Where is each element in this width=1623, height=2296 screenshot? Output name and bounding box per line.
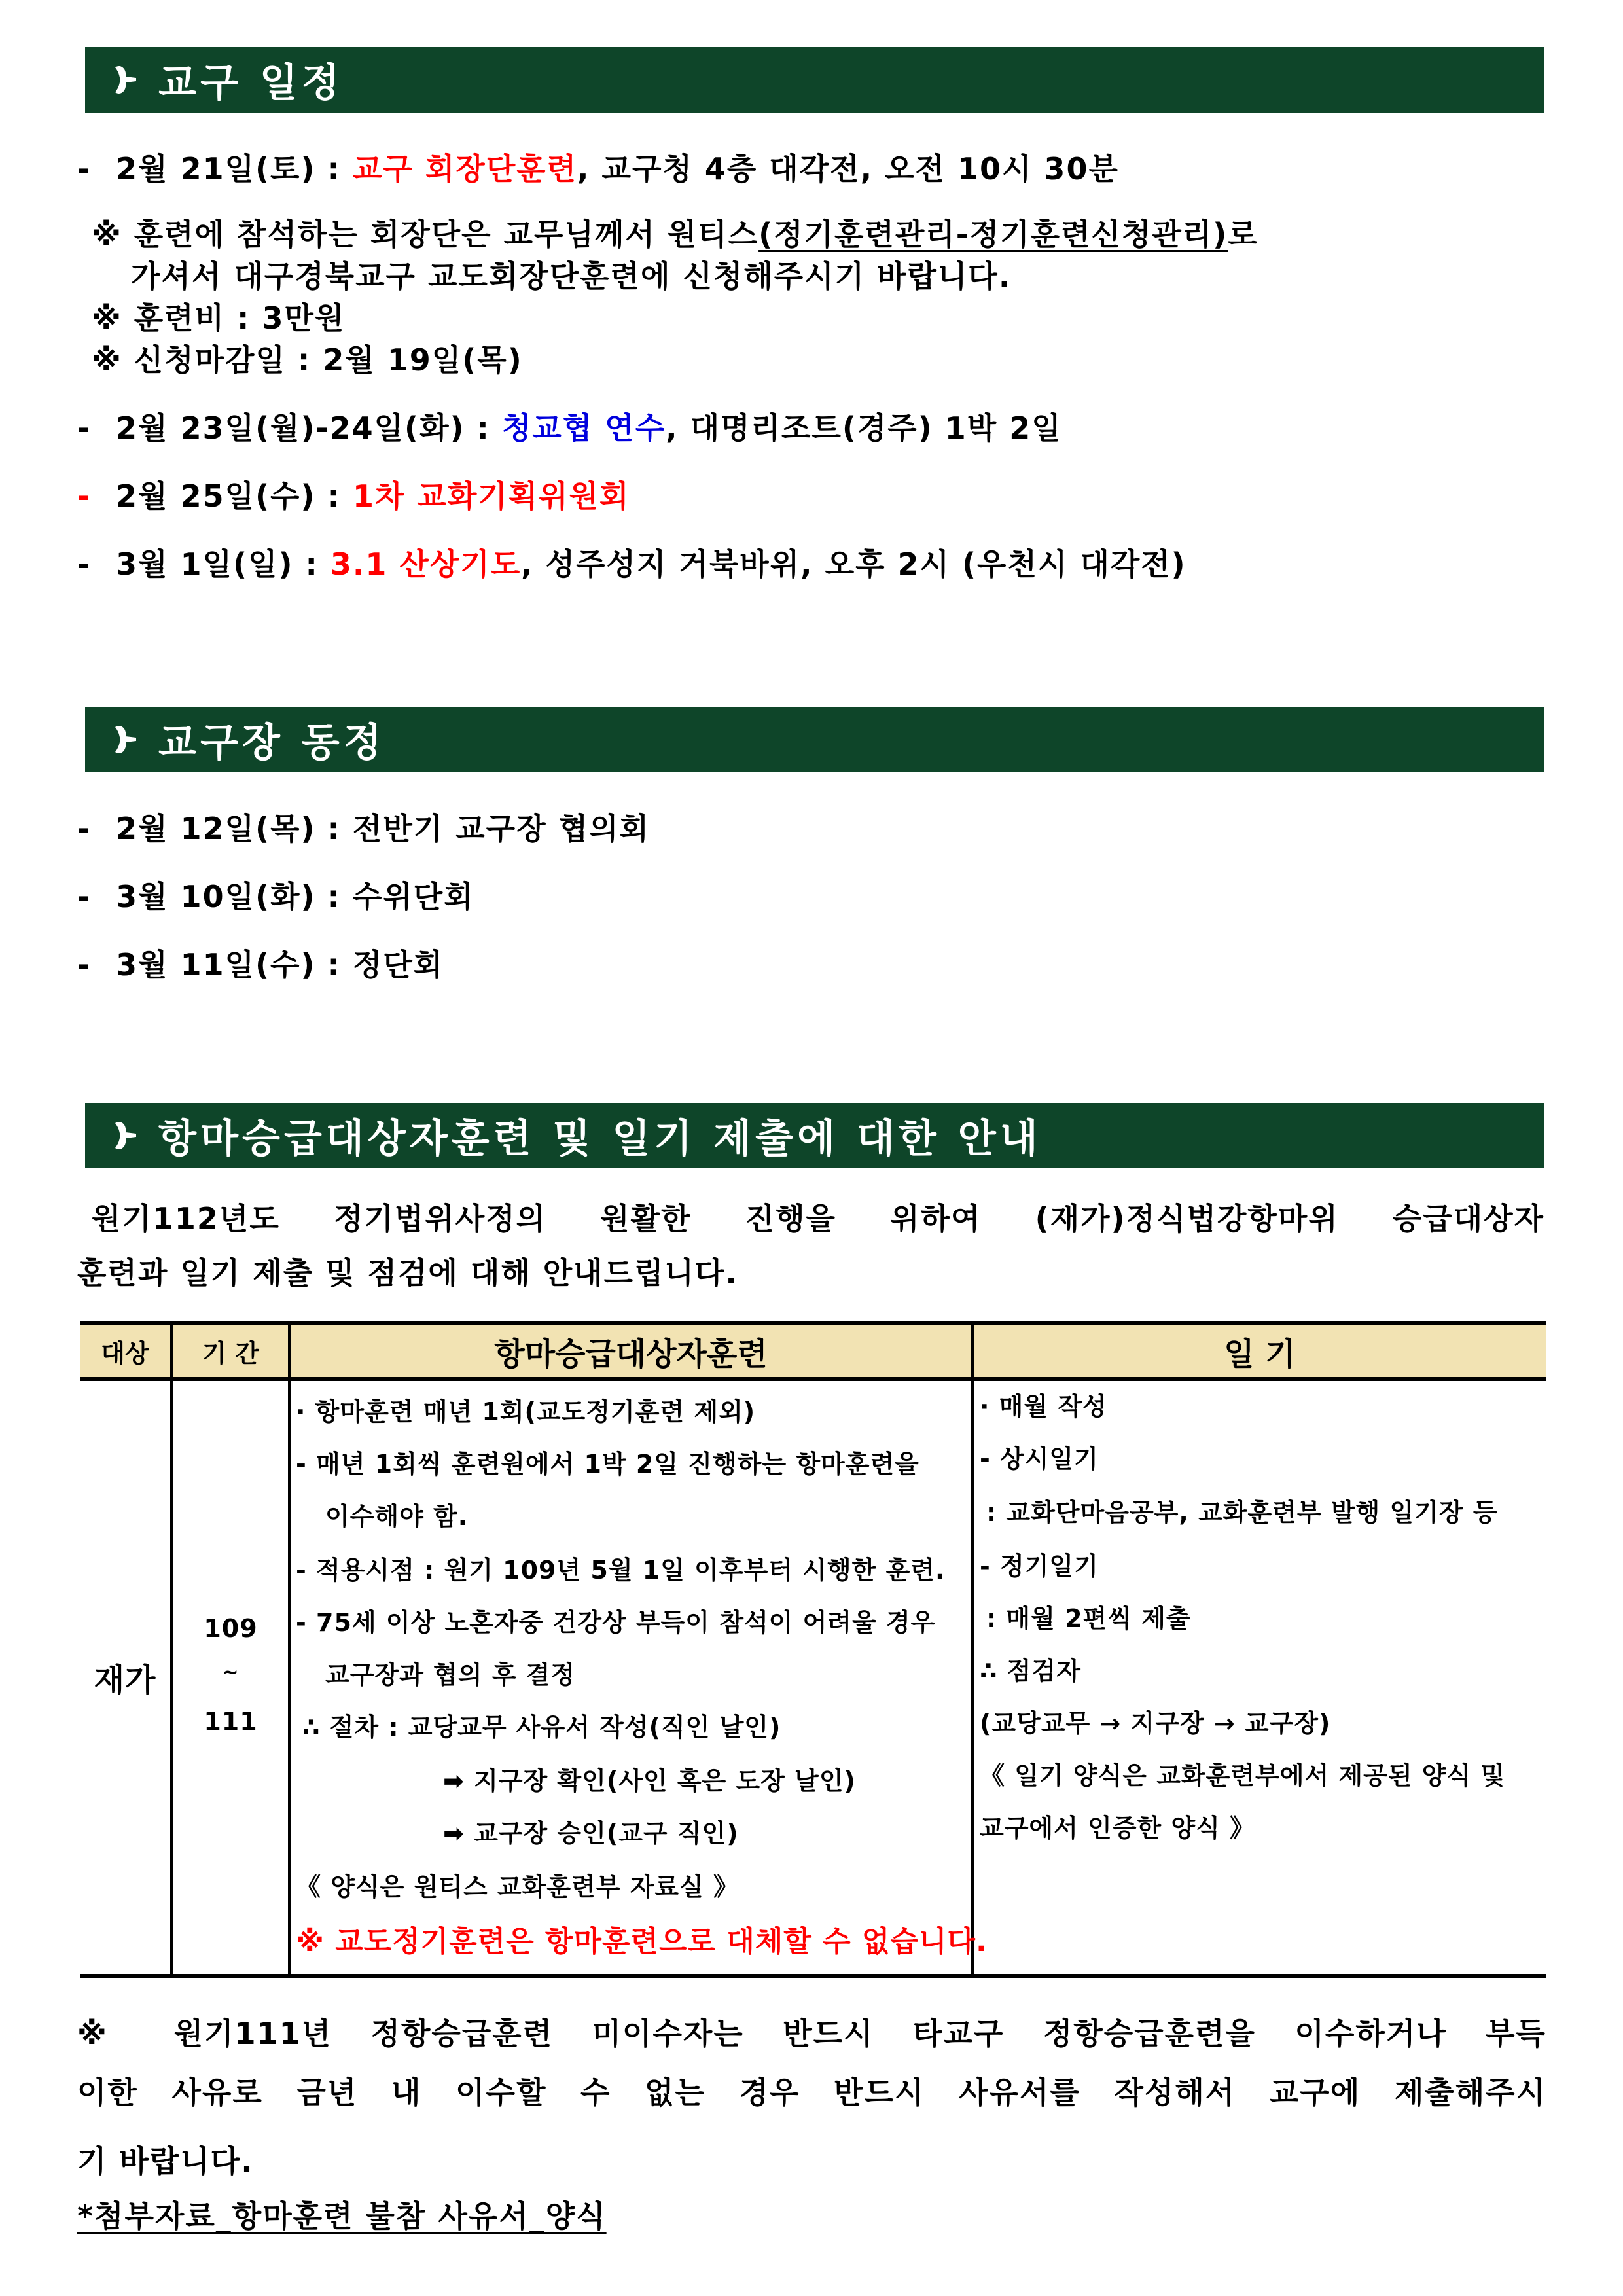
dash: - [77, 811, 92, 846]
diary-form-note: 교구에서 인증한 양식 》 [980, 1814, 1256, 1842]
table-col-divider [971, 1325, 974, 1974]
schedule-highlight: 1차 교화기획위원회 [352, 478, 630, 514]
footer-note-line1: ※ 원기111년 정항승급훈련 미이수자는 반드시 타교구 정항승급훈련을 이수하거나 부득 [77, 2016, 1546, 2051]
table-header-period: 기 간 [173, 1325, 288, 1377]
schedule-date: 2월 25일(수) : [116, 478, 353, 514]
diary-checker: ∴ 점검자 [980, 1657, 1081, 1685]
schedule-note-fee: ※ 훈련비 : 3만원 [92, 300, 346, 336]
schedule-note-deadline: ※ 신청마감일 : 2월 19일(목) [92, 342, 523, 378]
training-line: - 매년 1회씩 훈련원에서 1박 2일 진행하는 항마훈련을 [296, 1450, 919, 1479]
training-line: - 적용시점 : 원기 109년 5월 1일 이후부터 시행한 훈련. [296, 1556, 946, 1585]
diary-line: - 정기일기 [980, 1552, 1099, 1581]
dash: - [77, 879, 92, 914]
section-header-district-schedule [85, 47, 1544, 113]
schedule-highlight: 청교협 연수 [501, 410, 666, 446]
table-header-training: 항마승급대상자훈련 [291, 1325, 971, 1377]
training-line: · 항마훈련 매년 1회(교도정기훈련 제외) [296, 1397, 756, 1426]
note-text: ※ 훈련에 참석하는 회장단은 교무님께서 원티스 [92, 217, 759, 252]
training-line: - 75세 이상 노혼자중 건강상 부득이 참석이 어려울 경우 [296, 1608, 936, 1637]
intro-paragraph-line2: 훈련과 일기 제출 및 점검에 대해 안내드립니다. [77, 1255, 738, 1291]
section-header-bishop-activities [85, 707, 1544, 772]
dash: - [77, 410, 92, 446]
table-top-border [80, 1321, 1546, 1325]
diary-line: - 상시일기 [980, 1444, 1099, 1473]
training-line: 이수해야 함. [325, 1502, 469, 1531]
table-cell-period-start: 109 [204, 1614, 258, 1643]
section-title: 항마승급대상자훈련 및 일기 제출에 대한 안내 [158, 1116, 1042, 1162]
diary-form-note: 《 일기 양식은 교화훈련부에서 제공된 양식 및 [980, 1761, 1506, 1790]
section-header-hangma-training-guide [85, 1103, 1544, 1168]
dash: - [77, 947, 92, 982]
schedule-item [77, 473, 630, 516]
schedule-item [77, 145, 1119, 188]
diary-line: · 매월 작성 [980, 1392, 1107, 1421]
schedule-date: 3월 1일(일) : [116, 547, 330, 582]
intro-paragraph-line1: 원기112년도 정기법위사정의 원활한 진행을 위하여 (재가)정식법강항마위 승급대상자 [92, 1201, 1544, 1236]
table-header-border [80, 1377, 1546, 1381]
schedule-highlight: 3.1 산상기도 [330, 547, 522, 582]
schedule-note [92, 211, 1258, 254]
activity-item [77, 805, 650, 848]
schedule-detail: , 성주성지 거북바위, 오후 2시 (우천시 대각전) [521, 547, 1186, 582]
schedule-date: 2월 21일(토) : [116, 151, 353, 187]
schedule-item [77, 541, 1186, 584]
heart-bullet-icon [106, 1121, 145, 1151]
heart-bullet-icon [106, 725, 145, 755]
table-cell-period-tilde: ~ [222, 1661, 240, 1684]
diary-checker-chain: (교당교무 → 지구장 → 교구장) [980, 1709, 1331, 1738]
schedule-detail: , 대명리조트(경주) 1박 2일 [666, 410, 1062, 446]
dash: - [77, 478, 92, 514]
training-diary-table [80, 1321, 1546, 1978]
activity-item [77, 873, 474, 916]
diary-line: : 매월 2편씩 제출 [986, 1604, 1191, 1633]
table-bottom-border [80, 1974, 1546, 1978]
training-line: 교구장과 협의 후 결정 [325, 1660, 576, 1689]
table-col-divider [170, 1325, 173, 1974]
training-procedure: ∴ 절차 : 교당교무 사유서 작성(직인 날인) [302, 1713, 781, 1742]
heart-bullet-icon [106, 65, 145, 95]
training-form-location: 《 양식은 원티스 교화훈련부 자료실 》 [296, 1873, 740, 1901]
table-header-target: 대상 [80, 1325, 170, 1377]
section-title: 교구 일정 [158, 60, 344, 106]
schedule-item [77, 404, 1062, 448]
table-cell-target: 재가 [94, 1662, 156, 1698]
note-text: 로 [1228, 217, 1258, 252]
schedule-date: 2월 23일(월)-24일(화) : [116, 410, 502, 446]
footer-note-line2: 이한 사유로 금년 내 이수할 수 없는 경우 반드시 사유서를 작성해서 교구에 제출해주시 [77, 2075, 1546, 2110]
section-title: 교구장 동정 [158, 720, 385, 766]
attachment-link[interactable]: *첨부자료_항마훈련 불참 사유서_양식 [77, 2198, 607, 2234]
schedule-note: 가셔서 대구경북교구 교도회장단훈련에 신청해주시기 바랍니다. [131, 259, 1012, 294]
training-warning: ※ 교도정기훈련은 항마훈련으로 대체할 수 없습니다. [296, 1925, 988, 1958]
training-procedure-step: ➡ 교구장 승인(교구 직인) [443, 1819, 739, 1848]
training-procedure-step: ➡ 지구장 확인(사인 혹은 도장 날인) [443, 1767, 856, 1795]
footer-note-line3: 기 바랍니다. [77, 2144, 254, 2179]
activity-text: 2월 12일(목) : 전반기 교구장 협의회 [116, 811, 650, 846]
activity-text: 3월 11일(수) : 정단회 [116, 947, 444, 982]
table-col-divider [288, 1325, 291, 1974]
dash: - [77, 151, 92, 187]
activity-text: 3월 10일(화) : 수위단회 [116, 879, 474, 914]
wintis-menu-path-link[interactable]: (정기훈련관리-정기훈련신청관리) [758, 217, 1228, 252]
schedule-highlight: 교구 회장단훈련 [352, 151, 578, 187]
activity-item [77, 941, 444, 984]
dash: - [77, 547, 92, 582]
table-cell-period-end: 111 [204, 1707, 258, 1736]
schedule-detail: , 교구청 4층 대각전, 오전 10시 30분 [577, 151, 1119, 187]
table-header-diary: 일 기 [974, 1325, 1546, 1377]
diary-line: : 교화단마음공부, 교화훈련부 발행 일기장 등 [986, 1498, 1498, 1527]
